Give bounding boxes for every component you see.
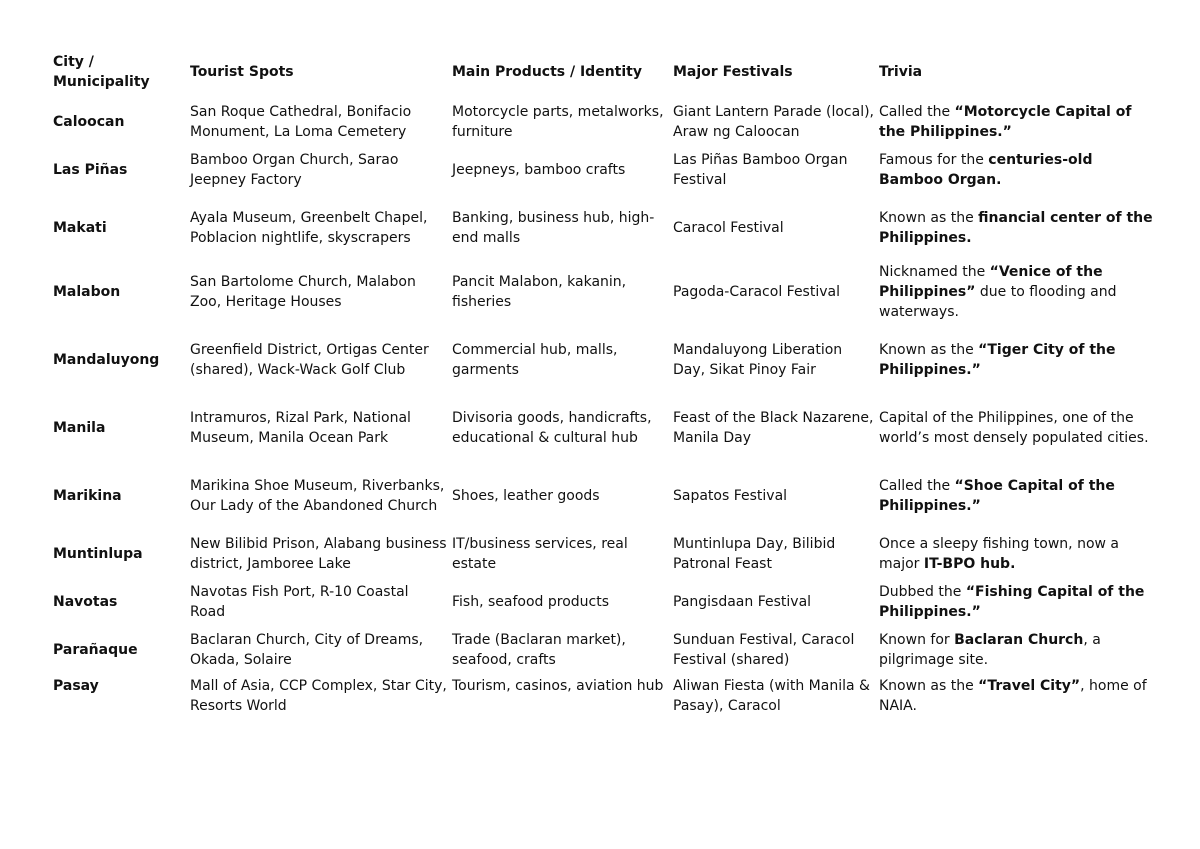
tourist-spots-cell: Navotas Fish Port, R-10 Coastal Road: [190, 584, 409, 620]
trivia-highlight: financial center of the Philippines.: [879, 210, 1153, 246]
header-city: City / Municipality: [53, 54, 150, 90]
products-cell: Divisoria goods, handicrafts, educational & cultural hub: [452, 410, 652, 446]
festivals-cell: Mandaluyong Liberation Day, Sikat Pinoy Fair: [673, 342, 843, 378]
city-name: Navotas: [53, 594, 118, 610]
table-row: [49, 574, 1159, 622]
products-cell: Trade (Baclaran market), seafood, crafts: [452, 632, 626, 668]
tourist-spots-cell: San Roque Cathedral, Bonifacio Monument, La Loma Cemetery: [190, 104, 412, 140]
festivals-cell: Pangisdaan Festival: [673, 594, 812, 610]
city-name: Parañaque: [53, 642, 138, 658]
festivals-cell: Sapatos Festival: [673, 488, 788, 504]
tourist-spots-cell: Greenfield District, Ortigas Center (shared), Wack-Wack Golf Club: [190, 342, 429, 378]
city-info-table: [49, 50, 1159, 716]
festivals-cell: Sunduan Festival, Caracol Festival (shared): [673, 632, 855, 668]
trivia-cell: [875, 574, 1159, 622]
products-cell: Banking, business hub, high-end malls: [452, 210, 655, 246]
city-name: Pasay: [53, 678, 99, 694]
city-name: Marikina: [53, 488, 122, 504]
trivia-text: Called the: [879, 478, 955, 494]
trivia-highlight: “Motorcycle Capital of the Philippines.”: [879, 104, 1132, 140]
products-cell: Commercial hub, malls, garments: [452, 342, 618, 378]
tourist-spots-cell: Intramuros, Rizal Park, National Museum, Manila Ocean Park: [190, 410, 411, 446]
trivia-text: Capital of the Philippines, one of the world’s most densely populated cities.: [879, 410, 1149, 446]
trivia-cell: [875, 458, 1159, 526]
festivals-cell: Muntinlupa Day, Bilibid Patronal Feast: [673, 536, 836, 572]
products-cell: IT/business services, real estate: [452, 536, 628, 572]
trivia-text: Known as the: [879, 210, 979, 226]
city-name: Malabon: [53, 284, 121, 300]
trivia-highlight: “Travel City”: [978, 678, 1081, 694]
city-name: Manila: [53, 420, 106, 436]
table-row: [49, 622, 1159, 670]
products-cell: Pancit Malabon, kakanin, fisheries: [452, 274, 627, 310]
trivia-text: Known for: [879, 632, 955, 648]
products-cell: Jeepneys, bamboo crafts: [452, 162, 626, 178]
trivia-text: Nicknamed the: [879, 264, 990, 280]
table-row: [49, 458, 1159, 526]
festivals-cell: Aliwan Fiesta (with Manila & Pasay), Caracol: [673, 678, 870, 714]
table-row: [49, 142, 1159, 190]
festivals-cell: Feast of the Black Nazarene, Manila Day: [673, 410, 874, 446]
trivia-highlight: “Fishing Capital of the Philippines.”: [879, 584, 1145, 620]
products-cell: Shoes, leather goods: [452, 488, 600, 504]
tourist-spots-cell: Mall of Asia, CCP Complex, Star City, Resorts World: [190, 678, 447, 714]
city-name: Muntinlupa: [53, 546, 143, 562]
tourist-spots-cell: Ayala Museum, Greenbelt Chapel, Poblacion nightlife, skyscrapers: [190, 210, 428, 246]
festivals-cell: Giant Lantern Parade (local), Araw ng Caloocan: [673, 104, 874, 140]
trivia-text: Once a sleepy fishing town, now a major: [879, 536, 1119, 572]
trivia-text-end: , a pilgrimage site.: [879, 632, 1101, 668]
tourist-spots-cell: Baclaran Church, City of Dreams, Okada, Solaire: [190, 632, 424, 668]
trivia-text: Known as the: [879, 678, 979, 694]
festivals-cell: Pagoda-Caracol Festival: [673, 284, 840, 300]
trivia-text-end: , home of NAIA.: [879, 678, 1147, 714]
tourist-spots-cell: San Bartolome Church, Malabon Zoo, Heritage Houses: [190, 274, 416, 310]
table-row: [49, 258, 1159, 322]
tourist-spots-cell: New Bilibid Prison, Alabang business district, Jamboree Lake: [190, 536, 447, 572]
city-name: Las Piñas: [53, 162, 128, 178]
trivia-text: Known as the: [879, 342, 979, 358]
festivals-cell: Las Piñas Bamboo Organ Festival: [673, 152, 848, 188]
trivia-text: Called the: [879, 104, 955, 120]
trivia-text: Dubbed the: [879, 584, 966, 600]
table-row: [49, 526, 1159, 574]
table-row: [49, 670, 1159, 716]
trivia-cell: [875, 142, 1159, 190]
trivia-cell: [875, 390, 1159, 458]
header-festivals: Major Festivals: [673, 64, 793, 80]
trivia-cell: [875, 322, 1159, 390]
city-name: Caloocan: [53, 114, 125, 130]
table-row: [49, 94, 1159, 142]
products-cell: Tourism, casinos, aviation hub: [452, 678, 664, 694]
trivia-cell: [875, 622, 1159, 670]
products-cell: Motorcycle parts, metalworks, furniture: [452, 104, 664, 140]
table-row: [49, 322, 1159, 390]
trivia-cell: [875, 258, 1159, 322]
trivia-highlight: IT-BPO hub.: [923, 556, 1016, 572]
trivia-highlight: “Venice of the Philippines”: [879, 264, 1103, 300]
header-tourist-spots: Tourist Spots: [190, 64, 294, 80]
trivia-highlight: centuries-old Bamboo Organ.: [879, 152, 1093, 188]
city-name: Mandaluyong: [53, 352, 160, 368]
festivals-cell: Caracol Festival: [673, 220, 784, 236]
trivia-highlight: “Shoe Capital of the Philippines.”: [879, 478, 1115, 514]
table-row: [49, 390, 1159, 458]
trivia-highlight: “Tiger City of the Philippines.”: [879, 342, 1116, 378]
trivia-cell: [875, 670, 1159, 716]
products-cell: Fish, seafood products: [452, 594, 610, 610]
table-header-row: [49, 50, 1159, 94]
trivia-text: Famous for the: [879, 152, 989, 168]
city-name: Makati: [53, 220, 107, 236]
header-products: Main Products / Identity: [452, 64, 642, 80]
table-row: [49, 190, 1159, 258]
tourist-spots-cell: Bamboo Organ Church, Sarao Jeepney Factory: [190, 152, 399, 188]
tourist-spots-cell: Marikina Shoe Museum, Riverbanks, Our Lady of the Abandoned Church: [190, 478, 445, 514]
header-trivia: Trivia: [879, 64, 923, 80]
trivia-cell: [875, 94, 1159, 142]
trivia-text-end: due to flooding and waterways.: [879, 284, 1117, 320]
trivia-cell: [875, 526, 1159, 574]
trivia-highlight: Baclaran Church: [954, 632, 1084, 648]
trivia-cell: [875, 190, 1159, 258]
